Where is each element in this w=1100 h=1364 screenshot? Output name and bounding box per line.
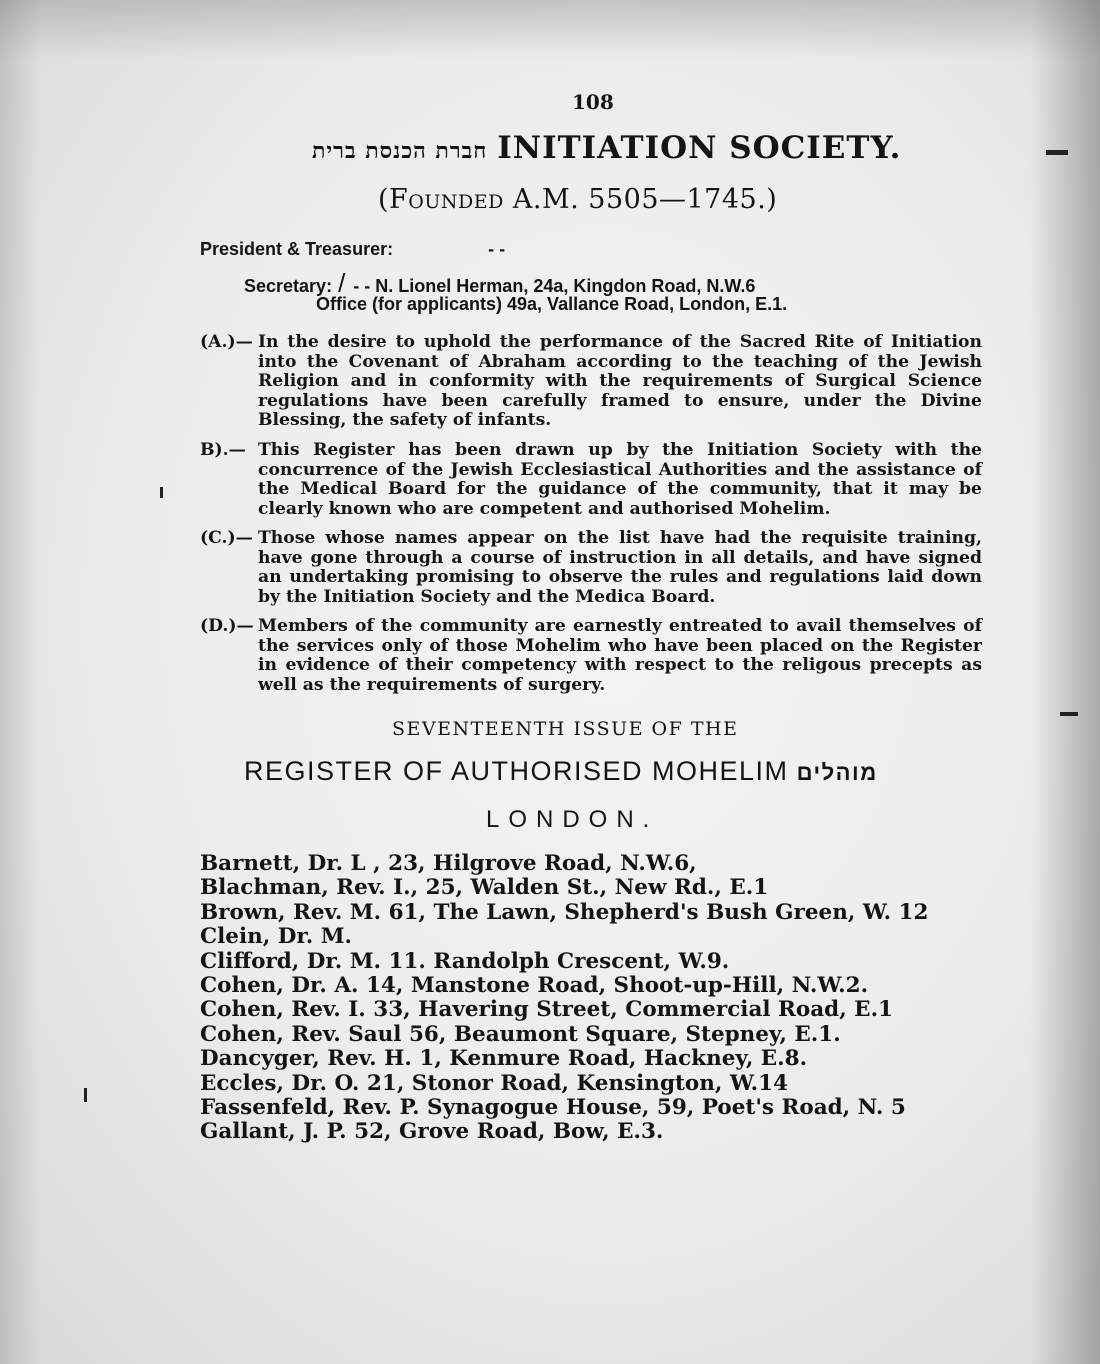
paragraph-text: Those whose names appear on the list have had the requisite training, have gone through a course of instruction in all details, and have signed an undertaking promising to observe the rules and regulations laid down by the Initiation Society and the Medica Board. bbox=[258, 528, 982, 607]
paragraph-text: This Register has been drawn up by the Initiation Society with the concurrence of the Jewish Ecclesiastical Authorities and the assistance of the Medical Board for the guidance of the community, that it may be clearly known who are competent and authorised Mohelim. bbox=[258, 440, 982, 519]
paragraph-label: B).— bbox=[200, 440, 246, 460]
secretary-handwritten-mark: / bbox=[338, 268, 346, 298]
register-title: REGISTER OF AUTHORISED MOHELIM bbox=[244, 756, 789, 786]
founded-line: (Founded A.M. 5505—1745.) bbox=[378, 184, 778, 215]
list-item: Cohen, Rev. I. 33, Havering Street, Commercial Road, E.1 bbox=[200, 997, 894, 1023]
scan-shadow-top bbox=[0, 0, 1100, 60]
register-hebrew: מוהלים bbox=[796, 760, 878, 785]
secretary-label: Secretary: bbox=[244, 276, 333, 296]
scan-shadow-left bbox=[0, 0, 40, 1364]
scan-shadow-right bbox=[1030, 0, 1100, 1364]
list-item: Cohen, Dr. A. 14, Manstone Road, Shoot-up-Hill, N.W.2. bbox=[200, 973, 869, 999]
page-title bbox=[312, 130, 901, 166]
mohelim-list bbox=[200, 852, 928, 1145]
scan-speck bbox=[84, 1088, 87, 1102]
society-title: INITIATION SOCIETY. bbox=[497, 130, 902, 166]
paragraph-d bbox=[200, 617, 982, 695]
list-item: Clifford, Dr. M. 11. Randolph Crescent, W.9. bbox=[200, 948, 730, 974]
paragraph-label: (A.)— bbox=[200, 332, 253, 352]
office-address: Office (for applicants) 49a, Vallance Road, London, E.1. bbox=[316, 294, 788, 314]
president-line bbox=[200, 239, 505, 260]
list-item: Fassenfeld, Rev. P. Synagogue House, 59, Poet's Road, N. 5 bbox=[200, 1095, 906, 1121]
paragraph-label: (C.)— bbox=[200, 528, 253, 548]
paragraph-text: In the desire to uphold the performance of the Sacred Rite of Initiation into the Covenant of Abraham according to the teaching of the Jewish Religion and in conformity with the requirements of Surgical Science regulations have been carefully framed to ensure, under the Divine Blessing, the safety of infants. bbox=[258, 332, 982, 431]
scan-speck bbox=[1046, 150, 1068, 155]
hebrew-society-name: חברת הכנסת ברית bbox=[312, 138, 488, 164]
list-item: Cohen, Rev. Saul 56, Beaumont Square, Stepney, E.1. bbox=[200, 1021, 841, 1047]
city-heading: LONDON. bbox=[486, 806, 659, 833]
paragraph-a bbox=[200, 333, 982, 431]
list-item: Eccles, Dr. O. 21, Stonor Road, Kensington, W.14 bbox=[200, 1070, 789, 1096]
list-item: Blachman, Rev. I., 25, Walden St., New Rd., E.1 bbox=[200, 875, 769, 901]
paragraph-b bbox=[200, 441, 982, 519]
paragraph-text: Members of the community are earnestly entreated to avail themselves of the services only of those Mohelim who have been placed on the Register in evidence of their competency with respect to the religous precepts as well as the requirements of surgery. bbox=[258, 616, 982, 695]
page-number: 108 bbox=[572, 90, 614, 114]
list-item: Brown, Rev. M. 61, The Lawn, Shepherd's Bush Green, W. 12 bbox=[200, 899, 929, 925]
scan-speck bbox=[1060, 712, 1078, 716]
president-value: - - bbox=[488, 239, 506, 259]
list-item: Clein, Dr. M. bbox=[200, 924, 352, 950]
list-item: Gallant, J. P. 52, Grove Road, Bow, E.3. bbox=[200, 1119, 664, 1145]
list-item: Barnett, Dr. L , 23, Hilgrove Road, N.W.6, bbox=[200, 851, 697, 876]
secretary-value: - - N. Lionel Herman, 24a, Kingdon Road, N.W.6 bbox=[353, 276, 756, 296]
president-label: President & Treasurer: bbox=[200, 239, 394, 259]
register-heading bbox=[244, 756, 878, 787]
paragraph-label: (D.)— bbox=[200, 616, 254, 636]
paragraph-c bbox=[200, 529, 982, 607]
issue-heading: SEVENTEENTH ISSUE OF THE bbox=[392, 718, 739, 740]
scan-speck bbox=[160, 487, 163, 498]
list-item: Dancyger, Rev. H. 1, Kenmure Road, Hackney, E.8. bbox=[200, 1046, 808, 1072]
